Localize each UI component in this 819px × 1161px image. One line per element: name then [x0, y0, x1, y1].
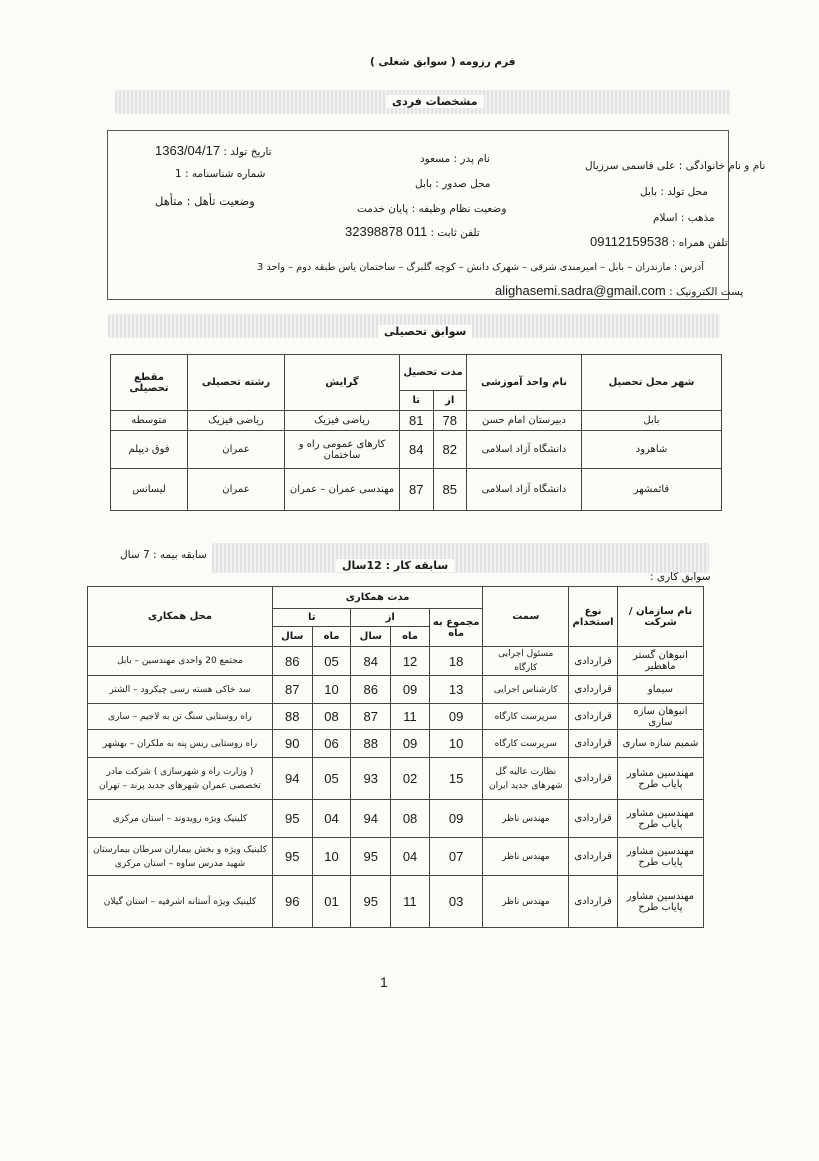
work-org: سیماو	[617, 676, 703, 704]
table-row	[88, 800, 704, 838]
work-to-year: 95	[272, 838, 312, 876]
work-from-month: 02	[391, 758, 430, 800]
work-type: قراردادی	[569, 704, 618, 730]
field-military: وضعیت نظام وظیفه : پایان خدمت	[357, 203, 507, 215]
work-from-year: 86	[351, 676, 391, 704]
edu-to: 87	[400, 469, 434, 511]
work-from-month: 11	[391, 876, 430, 928]
work-to-month: 10	[312, 838, 351, 876]
work-header-from-month: ماه	[391, 627, 430, 647]
work-org: مهندسین مشاور پایاب طرح	[617, 838, 703, 876]
education-table	[110, 354, 722, 511]
work-position: مهندس ناظر	[483, 838, 569, 876]
work-from-year: 95	[351, 838, 391, 876]
edu-header-to: تا	[400, 391, 434, 411]
work-header-from-year: سال	[351, 627, 391, 647]
work-total: 07	[430, 838, 483, 876]
edu-unit: دبیرستان امام حسن	[467, 411, 582, 431]
work-to-year: 88	[272, 704, 312, 730]
edu-branch: ریاضی فیزیک	[285, 411, 400, 431]
edu-degree: لیسانس	[111, 469, 188, 511]
work-to-month: 06	[312, 730, 351, 758]
work-place: سد خاکی هسته رسی چیکرود – الشتر	[88, 676, 273, 704]
table-row	[88, 876, 704, 928]
work-org: انبوهان گستر ماهطیر	[617, 647, 703, 676]
edu-city: بابل	[582, 411, 722, 431]
work-from-year: 95	[351, 876, 391, 928]
work-header-to-year: سال	[272, 627, 312, 647]
work-from-month: 04	[391, 838, 430, 876]
work-to-month: 10	[312, 676, 351, 704]
edu-to: 84	[400, 431, 434, 469]
table-row	[111, 411, 722, 431]
edu-from: 82	[433, 431, 467, 469]
field-birth-place: محل تولد : بابل	[640, 186, 708, 198]
work-place: مجتمع 20 واحدی مهندسین – بابل	[88, 647, 273, 676]
work-place: کلینیک ویژه آستانه اشرفیه – استان گیلان	[88, 876, 273, 928]
work-header-from: از	[351, 609, 430, 627]
edu-unit: دانشگاه آزاد اسلامی	[467, 469, 582, 511]
section-title-personal: مشخصات فردی	[386, 95, 484, 108]
table-row	[88, 838, 704, 876]
work-place: ( وزارت راه و شهرسازی ) شرکت مادر تخصصی عمران شهرهای جدید پرند – تهران	[88, 758, 273, 800]
work-type: قراردادی	[569, 730, 618, 758]
field-mobile: تلفن همراه : 09112159538	[590, 234, 728, 249]
table-row	[88, 758, 704, 800]
work-org: انبوهان سازه ساری	[617, 704, 703, 730]
field-marital: وضعیت تأهل : متأهل	[155, 194, 255, 208]
work-type: قراردادی	[569, 800, 618, 838]
work-header-total: مجموع به ماه	[430, 609, 483, 647]
table-row	[88, 647, 704, 676]
form-title: فرم رزومه ( سوابق شغلی )	[370, 56, 516, 68]
edu-degree: متوسطه	[111, 411, 188, 431]
work-total: 09	[430, 704, 483, 730]
page-number: 1	[380, 974, 388, 990]
work-from-year: 94	[351, 800, 391, 838]
edu-header-field: رشته تحصیلی	[188, 355, 285, 411]
edu-from: 78	[433, 411, 467, 431]
work-to-month: 01	[312, 876, 351, 928]
field-religion: مذهب : اسلام	[653, 212, 715, 224]
work-to-month: 05	[312, 758, 351, 800]
edu-header-degree: مقطع تحصیلی	[111, 355, 188, 411]
field-father: نام پدر : مسعود	[420, 153, 490, 165]
work-position: کارشناس اجرایی	[483, 676, 569, 704]
work-from-month: 09	[391, 730, 430, 758]
edu-field: ریاضی فیزیک	[188, 411, 285, 431]
field-phone: تلفن ثابت : 011 32398878	[345, 224, 480, 239]
edu-to: 81	[400, 411, 434, 431]
work-table	[87, 586, 704, 928]
work-position: نظارت عالیه گل شهرهای جدید ایران	[483, 758, 569, 800]
edu-degree: فوق دیپلم	[111, 431, 188, 469]
edu-unit: دانشگاه آزاد اسلامی	[467, 431, 582, 469]
work-to-year: 94	[272, 758, 312, 800]
work-type: قراردادی	[569, 838, 618, 876]
edu-branch: کارهای عمومی راه و ساختمان	[285, 431, 400, 469]
work-total: 15	[430, 758, 483, 800]
field-address: آدرس : مازندران – بابل – امیرمندی شرقی – شهرک دانش – کوچه گلبرگ – ساختمان یاس طبقه دوم – واحد 3	[257, 262, 705, 273]
work-place: راه روستایی ریس پنه به ملکران – بهشهر	[88, 730, 273, 758]
work-to-month: 04	[312, 800, 351, 838]
work-org: مهندسین مشاور پایاب طرح	[617, 758, 703, 800]
work-place: کلینیک ویژه و بخش بیماران سرطان بیمارستان شهید مدرس ساوه – استان مرکزی	[88, 838, 273, 876]
edu-field: عمران	[188, 469, 285, 511]
work-header-place: محل همکاری	[88, 587, 273, 647]
work-place: راه روستایی سنگ تن به لاجیم – ساری	[88, 704, 273, 730]
work-header-to-month: ماه	[312, 627, 351, 647]
work-position: سرپرست کارگاه	[483, 704, 569, 730]
table-row	[88, 676, 704, 704]
work-header-to: تا	[272, 609, 351, 627]
work-position: سرپرست کارگاه	[483, 730, 569, 758]
work-header-type: نوع استخدام	[569, 587, 618, 647]
table-row	[111, 431, 722, 469]
work-to-year: 86	[272, 647, 312, 676]
work-from-month: 08	[391, 800, 430, 838]
edu-header-branch: گرایش	[285, 355, 400, 411]
work-org: مهندسین مشاور پایاب طرح	[617, 800, 703, 838]
work-from-month: 09	[391, 676, 430, 704]
work-header-position: سمت	[483, 587, 569, 647]
work-position: مهندس ناظر	[483, 876, 569, 928]
work-label: سوابق کاری :	[650, 571, 711, 583]
work-from-year: 84	[351, 647, 391, 676]
table-row	[111, 469, 722, 511]
edu-header-city: شهر محل تحصیل	[582, 355, 722, 411]
edu-branch: مهندسی عمران – عمران	[285, 469, 400, 511]
work-place: کلینیک ویژه رویدوند – استان مرکزی	[88, 800, 273, 838]
work-total: 18	[430, 647, 483, 676]
work-to-month: 05	[312, 647, 351, 676]
edu-city: شاهرود	[582, 431, 722, 469]
table-row	[88, 730, 704, 758]
field-name: نام و نام خانوادگی : علی قاسمی سرزیال	[585, 160, 766, 172]
edu-header-unit: نام واحد آموزشی	[467, 355, 582, 411]
insurance-years: سابقه بیمه : 7 سال	[120, 549, 207, 561]
section-banner-work	[212, 543, 709, 573]
work-total: 09	[430, 800, 483, 838]
work-from-year: 88	[351, 730, 391, 758]
work-total: سابقه کار : 12سال	[336, 559, 454, 572]
field-email: پست الکترونیک : alighasemi.sadra@gmail.com	[495, 283, 744, 298]
work-header-org: نام سازمان / شرکت	[617, 587, 703, 647]
work-position: مهندس ناظر	[483, 800, 569, 838]
field-issue-place: محل صدور : بابل	[415, 178, 491, 190]
work-from-month: 12	[391, 647, 430, 676]
work-from-year: 87	[351, 704, 391, 730]
work-to-year: 87	[272, 676, 312, 704]
edu-header-from: از	[433, 391, 467, 411]
table-row	[88, 704, 704, 730]
work-total: 10	[430, 730, 483, 758]
edu-from: 85	[433, 469, 467, 511]
field-birth-date: تاریخ تولد : 1363/04/17	[155, 143, 272, 158]
work-type: قراردادی	[569, 676, 618, 704]
edu-field: عمران	[188, 431, 285, 469]
work-type: قراردادی	[569, 758, 618, 800]
edu-header-duration: مدت تحصیل	[400, 355, 467, 391]
work-header-duration: مدت همکاری	[272, 587, 482, 609]
work-to-year: 95	[272, 800, 312, 838]
work-total: 03	[430, 876, 483, 928]
work-org: شمیم سازه ساری	[617, 730, 703, 758]
work-from-year: 93	[351, 758, 391, 800]
work-to-year: 90	[272, 730, 312, 758]
edu-city: قائمشهر	[582, 469, 722, 511]
work-position: مسئول اجرایی کارگاه	[483, 647, 569, 676]
section-title-education: سوابق تحصیلی	[378, 325, 472, 338]
work-from-month: 11	[391, 704, 430, 730]
work-type: قراردادی	[569, 876, 618, 928]
work-total: 13	[430, 676, 483, 704]
work-type: قراردادی	[569, 647, 618, 676]
work-to-month: 08	[312, 704, 351, 730]
field-id-number: شماره شناسنامه : 1	[175, 168, 266, 180]
work-to-year: 96	[272, 876, 312, 928]
work-org: مهندسین مشاور پایاب طرح	[617, 876, 703, 928]
